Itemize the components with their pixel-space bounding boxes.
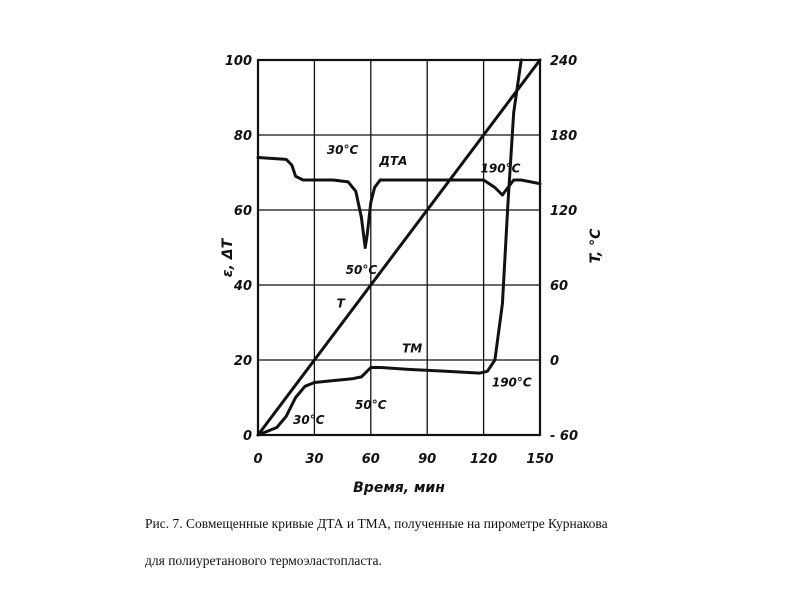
y-right-tick-label: 60 [550, 279, 569, 294]
annotation-label: 190°C [480, 161, 521, 176]
y-left-tick-label: 60 [233, 204, 252, 219]
x-tick-label: 0 [253, 452, 263, 467]
annotation-label: ДТА [379, 154, 408, 168]
y-left-tick-label: 80 [233, 129, 252, 144]
y-left-tick-label: 20 [233, 354, 252, 369]
figure-caption-line2: для полиуретанового термоэластопласта. [145, 553, 382, 568]
annotation-label: ТМ [402, 341, 423, 356]
y-left-tick-label: 40 [233, 279, 252, 294]
y-right-tick-label: 240 [550, 54, 578, 69]
series-line-tma [258, 60, 521, 435]
y-left-tick-label: 100 [224, 54, 252, 69]
annotation-label: T [336, 296, 345, 311]
x-axis-title: Время, мин [353, 480, 445, 496]
x-tick-label: 60 [361, 452, 380, 467]
x-tick-label: 30 [305, 452, 324, 467]
y-right-tick-label: 120 [550, 204, 578, 219]
x-tick-label: 120 [470, 452, 498, 467]
y-right-axis-title: T, °C [588, 228, 604, 264]
annotation-label: 30°C [293, 412, 325, 427]
y-right-tick-label: - 60 [550, 429, 579, 444]
x-tick-label: 90 [418, 452, 437, 467]
y-left-axis-title: ε, ΔT [220, 238, 236, 278]
y-right-tick-label: 0 [550, 354, 560, 369]
figure-caption-line1: Рис. 7. Совмещенные кривые ДТА и ТМА, полученные на пирометре Курнакова [145, 516, 608, 531]
y-left-tick-label: 0 [242, 429, 252, 444]
tick-labels [225, 54, 578, 467]
annotation-label: 50°C [355, 397, 387, 412]
annotation-label: 50°C [345, 262, 378, 277]
annotation-label: 30°C [326, 142, 359, 157]
annotation-label: 190°C [491, 375, 532, 390]
y-right-tick-label: 180 [550, 129, 578, 144]
x-tick-label: 150 [526, 452, 554, 467]
